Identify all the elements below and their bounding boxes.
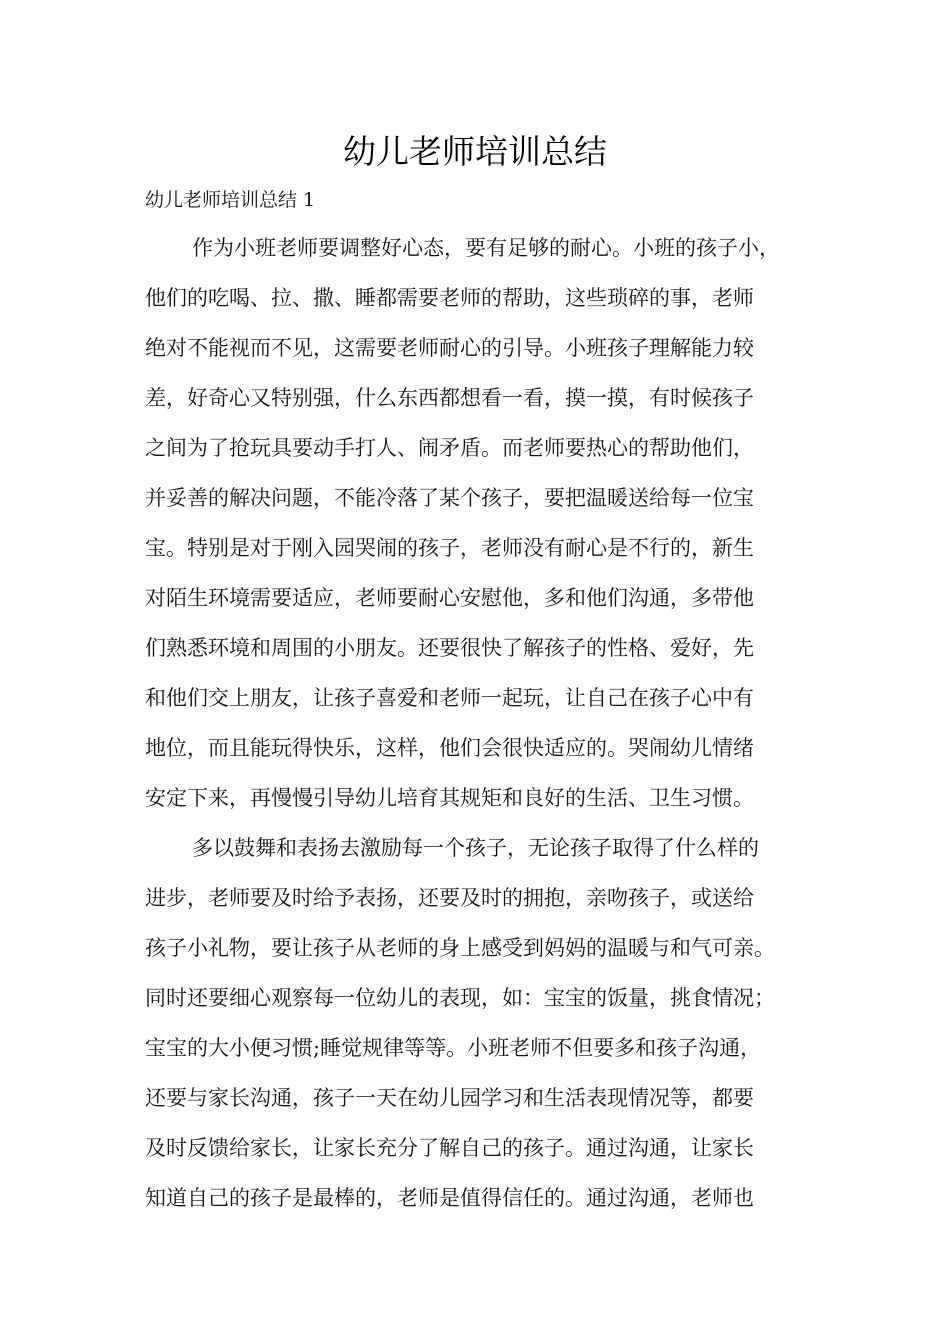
paragraph-line: 绝对不能视而不见，这需要老师耐心的引导。小班孩子理解能力较 — [145, 336, 754, 360]
paragraph-line: 他们的吃喝、拉、撒、睡都需要老师的帮助，这些琐碎的事，老师 — [145, 286, 754, 310]
paragraph-line: 同时还要细心观察每一位幼儿的表现，如：宝宝的饭量，挑食情况； — [145, 986, 775, 1010]
paragraph-line: 之间为了抢玩具要动手打人、闹矛盾。而老师要热心的帮助他们， — [145, 436, 754, 460]
paragraph-line: 作为小班老师要调整好心态，要有足够的耐心。小班的孩子小， — [192, 236, 780, 260]
document-title: 幼儿老师培训总结 — [343, 132, 607, 171]
paragraph-line: 们熟悉环境和周围的小朋友。还要很快了解孩子的性格、爱好，先 — [145, 636, 754, 660]
paragraph-line: 对陌生环境需要适应，老师要耐心安慰他，多和他们沟通，多带他 — [145, 586, 754, 610]
paragraph-line: 并妥善的解决问题，不能冷落了某个孩子，要把温暖送给每一位宝 — [145, 486, 754, 510]
paragraph-line: 宝宝的大小便习惯;睡觉规律等等。小班老师不但要多和孩子沟通， — [145, 1036, 762, 1060]
paragraph-line: 和他们交上朋友，让孩子喜爱和老师一起玩，让自己在孩子心中有 — [145, 686, 754, 710]
paragraph-line: 宝。特别是对于刚入园哭闹的孩子，老师没有耐心是不行的，新生 — [145, 536, 754, 560]
paragraph-line: 知道自己的孩子是最棒的，老师是值得信任的。通过沟通，老师也 — [145, 1186, 754, 1210]
paragraph-line: 进步，老师要及时给予表扬，还要及时的拥抱，亲吻孩子，或送给 — [145, 886, 754, 910]
paragraph-line: 还要与家长沟通，孩子一天在幼儿园学习和生活表现情况等，都要 — [145, 1086, 754, 1110]
paragraph-line: 孩子小礼物，要让孩子从老师的身上感受到妈妈的温暖与和气可亲。 — [145, 936, 775, 960]
paragraph-line: 差，好奇心又特别强，什么东西都想看一看，摸一摸，有时候孩子 — [145, 386, 754, 410]
paragraph-line: 安定下来，再慢慢引导幼儿培育其规矩和良好的生活、卫生习惯。 — [145, 786, 754, 810]
section-heading: 幼儿老师培训总结 1 — [145, 189, 316, 211]
paragraph-line: 及时反馈给家长，让家长充分了解自己的孩子。通过沟通，让家长 — [145, 1136, 754, 1160]
paragraph-line: 地位，而且能玩得快乐，这样，他们会很快适应的。哭闹幼儿情绪 — [145, 736, 754, 760]
paragraph-line: 多以鼓舞和表扬去激励每一个孩子，无论孩子取得了什么样的 — [192, 836, 759, 860]
